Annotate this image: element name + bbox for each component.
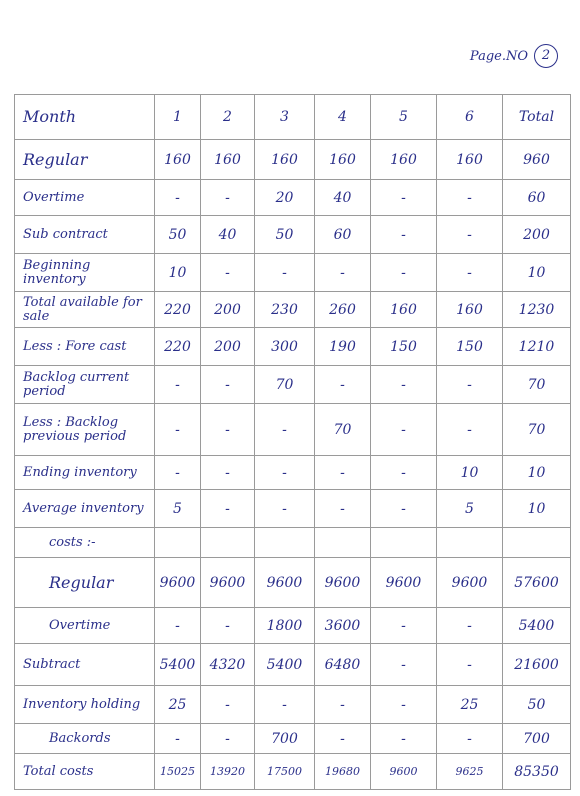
- month-cell-6: 150: [437, 328, 503, 366]
- month-cell-6: 160: [437, 292, 503, 328]
- month-cell-4: -: [315, 686, 371, 724]
- month-cell-4: -: [315, 254, 371, 292]
- aggregate-plan-table: [14, 94, 571, 790]
- total-cell: 85350: [503, 754, 571, 790]
- row-label: Total available for sale: [15, 292, 155, 328]
- table-row: [15, 216, 571, 254]
- total-cell: 21600: [503, 644, 571, 686]
- month-cell-4: -: [315, 456, 371, 490]
- month-cell-3: -: [255, 404, 315, 456]
- table-row: [15, 558, 571, 608]
- month-cell-1: 160: [155, 140, 201, 180]
- month-cell-3: -: [255, 456, 315, 490]
- month-cell-2: -: [201, 608, 255, 644]
- total-cell: 960: [503, 140, 571, 180]
- row-label: Regular: [15, 558, 155, 608]
- row-label: Less : Backlog previous period: [15, 404, 155, 456]
- month-cell-1: -: [155, 404, 201, 456]
- row-label: Overtime: [15, 180, 155, 216]
- month-cell-2: -: [201, 404, 255, 456]
- month-cell-6: -: [437, 366, 503, 404]
- header-cell-5: 5: [371, 95, 437, 140]
- month-cell-3: 160: [255, 140, 315, 180]
- header-cell-total: Total: [503, 95, 571, 140]
- month-cell-4: 9600: [315, 558, 371, 608]
- month-cell-6: -: [437, 608, 503, 644]
- total-cell: 57600: [503, 558, 571, 608]
- page-number: 2: [534, 44, 558, 68]
- month-cell-4: [315, 528, 371, 558]
- header-cell-2: 2: [201, 95, 255, 140]
- month-cell-3: -: [255, 686, 315, 724]
- month-cell-1: 5: [155, 490, 201, 528]
- month-cell-5: 150: [371, 328, 437, 366]
- month-cell-1: -: [155, 456, 201, 490]
- month-cell-3: -: [255, 490, 315, 528]
- month-cell-3: [255, 528, 315, 558]
- row-label: Overtime: [15, 608, 155, 644]
- month-cell-5: [371, 528, 437, 558]
- month-cell-6: 160: [437, 140, 503, 180]
- month-cell-2: 13920: [201, 754, 255, 790]
- month-cell-5: 9600: [371, 558, 437, 608]
- month-cell-4: -: [315, 724, 371, 754]
- table-row: [15, 180, 571, 216]
- month-cell-1: -: [155, 180, 201, 216]
- table-row: [15, 528, 571, 558]
- header-cell-3: 3: [255, 95, 315, 140]
- month-cell-3: 1800: [255, 608, 315, 644]
- month-cell-4: -: [315, 366, 371, 404]
- total-cell: 70: [503, 404, 571, 456]
- month-cell-1: -: [155, 608, 201, 644]
- month-cell-5: -: [371, 608, 437, 644]
- row-label: Backords: [15, 724, 155, 754]
- total-cell: 60: [503, 180, 571, 216]
- table-row: [15, 608, 571, 644]
- header-cell-1: 1: [155, 95, 201, 140]
- header-row: [15, 95, 571, 140]
- month-cell-1: 5400: [155, 644, 201, 686]
- total-cell: 5400: [503, 608, 571, 644]
- month-cell-1: 50: [155, 216, 201, 254]
- month-cell-6: -: [437, 724, 503, 754]
- month-cell-2: -: [201, 490, 255, 528]
- header-cell-month: Month: [15, 95, 155, 140]
- row-label: Inventory holding: [15, 686, 155, 724]
- table-row: [15, 724, 571, 754]
- month-cell-1: 10: [155, 254, 201, 292]
- month-cell-4: 6480: [315, 644, 371, 686]
- header-cell-4: 4: [315, 95, 371, 140]
- month-cell-6: 5: [437, 490, 503, 528]
- month-cell-1: 25: [155, 686, 201, 724]
- table-row: [15, 328, 571, 366]
- month-cell-5: 160: [371, 292, 437, 328]
- total-cell: 1230: [503, 292, 571, 328]
- month-cell-6: -: [437, 180, 503, 216]
- total-cell: [503, 528, 571, 558]
- month-cell-3: 700: [255, 724, 315, 754]
- month-cell-1: -: [155, 724, 201, 754]
- month-cell-2: -: [201, 366, 255, 404]
- month-cell-3: 5400: [255, 644, 315, 686]
- month-cell-3: 50: [255, 216, 315, 254]
- month-cell-5: -: [371, 456, 437, 490]
- table-row: [15, 456, 571, 490]
- month-cell-3: 70: [255, 366, 315, 404]
- total-cell: 200: [503, 216, 571, 254]
- month-cell-4: 40: [315, 180, 371, 216]
- table-row: [15, 140, 571, 180]
- row-label: Average inventory: [15, 490, 155, 528]
- month-cell-2: 160: [201, 140, 255, 180]
- row-label: Beginning inventory: [15, 254, 155, 292]
- month-cell-6: -: [437, 644, 503, 686]
- table-row: [15, 644, 571, 686]
- month-cell-3: 17500: [255, 754, 315, 790]
- month-cell-4: 190: [315, 328, 371, 366]
- month-cell-2: 40: [201, 216, 255, 254]
- month-cell-1: 15025: [155, 754, 201, 790]
- month-cell-4: 260: [315, 292, 371, 328]
- total-cell: 70: [503, 366, 571, 404]
- row-label: Ending inventory: [15, 456, 155, 490]
- month-cell-3: 9600: [255, 558, 315, 608]
- month-cell-5: -: [371, 724, 437, 754]
- month-cell-6: 25: [437, 686, 503, 724]
- month-cell-2: 9600: [201, 558, 255, 608]
- month-cell-5: -: [371, 404, 437, 456]
- month-cell-6: [437, 528, 503, 558]
- month-cell-1: 9600: [155, 558, 201, 608]
- table-row: [15, 366, 571, 404]
- total-cell: 10: [503, 490, 571, 528]
- month-cell-4: 70: [315, 404, 371, 456]
- month-cell-2: 4320: [201, 644, 255, 686]
- row-label: Regular: [15, 140, 155, 180]
- month-cell-4: 19680: [315, 754, 371, 790]
- month-cell-4: -: [315, 490, 371, 528]
- month-cell-5: -: [371, 490, 437, 528]
- total-cell: 1210: [503, 328, 571, 366]
- month-cell-3: -: [255, 254, 315, 292]
- month-cell-3: 230: [255, 292, 315, 328]
- month-cell-2: -: [201, 456, 255, 490]
- month-cell-5: 9600: [371, 754, 437, 790]
- month-cell-6: -: [437, 404, 503, 456]
- row-label: Sub contract: [15, 216, 155, 254]
- month-cell-1: -: [155, 366, 201, 404]
- month-cell-2: [201, 528, 255, 558]
- month-cell-5: -: [371, 644, 437, 686]
- page-number-label: [470, 44, 558, 68]
- month-cell-4: 60: [315, 216, 371, 254]
- month-cell-1: 220: [155, 328, 201, 366]
- table-row: [15, 686, 571, 724]
- total-cell: 10: [503, 254, 571, 292]
- month-cell-5: -: [371, 216, 437, 254]
- table-row: [15, 292, 571, 328]
- row-label: costs :-: [15, 528, 155, 558]
- page-label: Page.NO: [469, 48, 528, 64]
- header-cell-6: 6: [437, 95, 503, 140]
- month-cell-6: 9625: [437, 754, 503, 790]
- month-cell-4: 3600: [315, 608, 371, 644]
- month-cell-6: -: [437, 254, 503, 292]
- table-row: [15, 754, 571, 790]
- table-row: [15, 490, 571, 528]
- table-row: [15, 254, 571, 292]
- month-cell-2: 200: [201, 328, 255, 366]
- month-cell-3: 300: [255, 328, 315, 366]
- month-cell-6: 9600: [437, 558, 503, 608]
- month-cell-5: -: [371, 254, 437, 292]
- total-cell: 10: [503, 456, 571, 490]
- month-cell-1: [155, 528, 201, 558]
- month-cell-4: 160: [315, 140, 371, 180]
- row-label: Backlog current period: [15, 366, 155, 404]
- month-cell-6: -: [437, 216, 503, 254]
- table-row: [15, 404, 571, 456]
- month-cell-3: 20: [255, 180, 315, 216]
- month-cell-5: 160: [371, 140, 437, 180]
- total-cell: 50: [503, 686, 571, 724]
- month-cell-6: 10: [437, 456, 503, 490]
- month-cell-1: 220: [155, 292, 201, 328]
- row-label: Subtract: [15, 644, 155, 686]
- month-cell-2: 200: [201, 292, 255, 328]
- month-cell-5: -: [371, 366, 437, 404]
- month-cell-2: -: [201, 180, 255, 216]
- total-cell: 700: [503, 724, 571, 754]
- month-cell-2: -: [201, 724, 255, 754]
- month-cell-2: -: [201, 254, 255, 292]
- row-label: Less : Fore cast: [15, 328, 155, 366]
- table-body: [15, 95, 571, 790]
- month-cell-5: -: [371, 686, 437, 724]
- month-cell-2: -: [201, 686, 255, 724]
- month-cell-5: -: [371, 180, 437, 216]
- row-label: Total costs: [15, 754, 155, 790]
